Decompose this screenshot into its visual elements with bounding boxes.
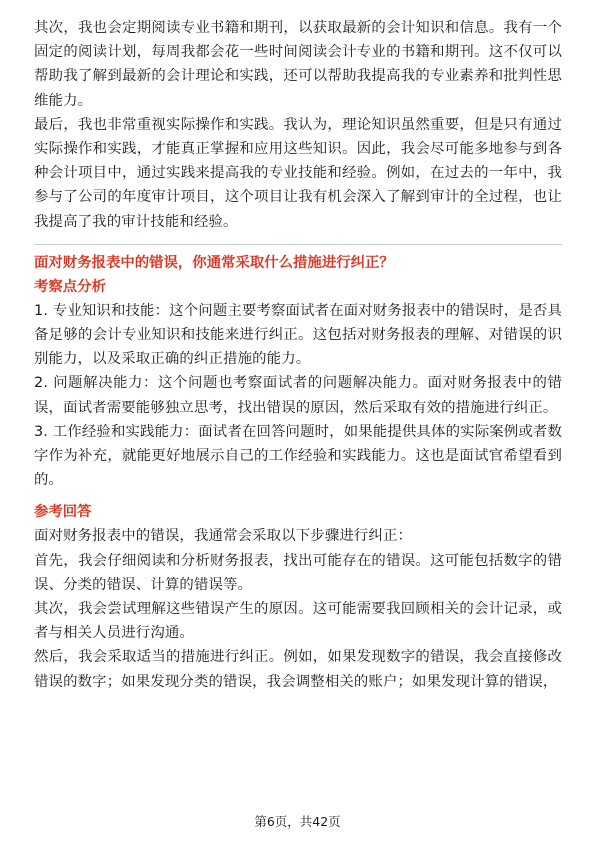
intro-paragraph-1: 其次，我也会定期阅读专业书籍和期刊，以获取最新的会计知识和信息。我有一个固定的阅读计划，每周我都会花一些时间阅读会计专业的书籍和期刊。这不仅可以帮助我了解到最新的会计理论和实践，还可以帮助我提高我的专业素养和批判性思维能力。 (34, 20, 562, 109)
answer-paragraph-2: 首先，我会仔细阅读和分析财务报表，找出可能存在的错误。这可能包括数字的错误、分类的错误、计算的错误等。 (34, 552, 562, 593)
question-title: 面对财务报表中的错误，你通常采取什么措施进行纠正？ (34, 254, 394, 271)
intro-paragraph-2: 最后，我也非常重视实际操作和实践。我认为，理论知识虽然重要，但是只有通过实际操作和实践，才能真正掌握和应用这些知识。因此，我会尽可能多地参与到各种会计项目中，通过实践来提高我的专业技能和经验。例如，在过去的一年中，我参与了公司的年度审计项目，这个项目让我有机会深入了解到审计的全过程，也让我提高了我的审计技能和经验。 (34, 116, 562, 230)
section-divider (34, 244, 562, 245)
analysis-item-2: 2. 问题解决能力：这个问题也考察面试者的问题解决能力。面对财务报表中的错误，面试者需要能够独立思考，找出错误的原因，然后采取有效的措施进行纠正。 (34, 375, 562, 416)
analysis-item-3: 3. 工作经验和实践能力：面试者在回答问题时，如果能提供具体的实际案例或者数字作为补充，就能更好地展示自己的工作经验和实践能力。这也是面试官希望看到的。 (34, 423, 562, 489)
answer-paragraph-1: 面对财务报表中的错误，我通常会采取以下步骤进行纠正： (34, 528, 413, 545)
page-number: 第6页，共42页 (254, 814, 341, 829)
answer-heading: 参考回答 (34, 504, 92, 521)
analysis-item-1: 1. 专业知识和技能：这个问题主要考察面试者在面对财务报表中的错误时，是否具备足够的会计专业知识和技能来进行纠正。这包括对财务报表的理解、对错误的识别能力，以及采取正确的纠正措施的能力。 (34, 302, 562, 368)
spacer (34, 492, 562, 500)
page-content (34, 16, 562, 694)
answer-paragraph-4: 然后，我会采取适当的措施进行纠正。例如，如果发现数字的错误，我会直接修改错误的数字；如果发现分类的错误，我会调整相关的账户；如果发现计算的错误， (34, 649, 562, 690)
answer-paragraph-3: 其次，我会尝试理解这些错误产生的原因。这可能需要我回顾相关的会计记录，或者与相关人员进行沟通。 (34, 601, 562, 642)
analysis-heading: 考察点分析 (34, 278, 106, 295)
